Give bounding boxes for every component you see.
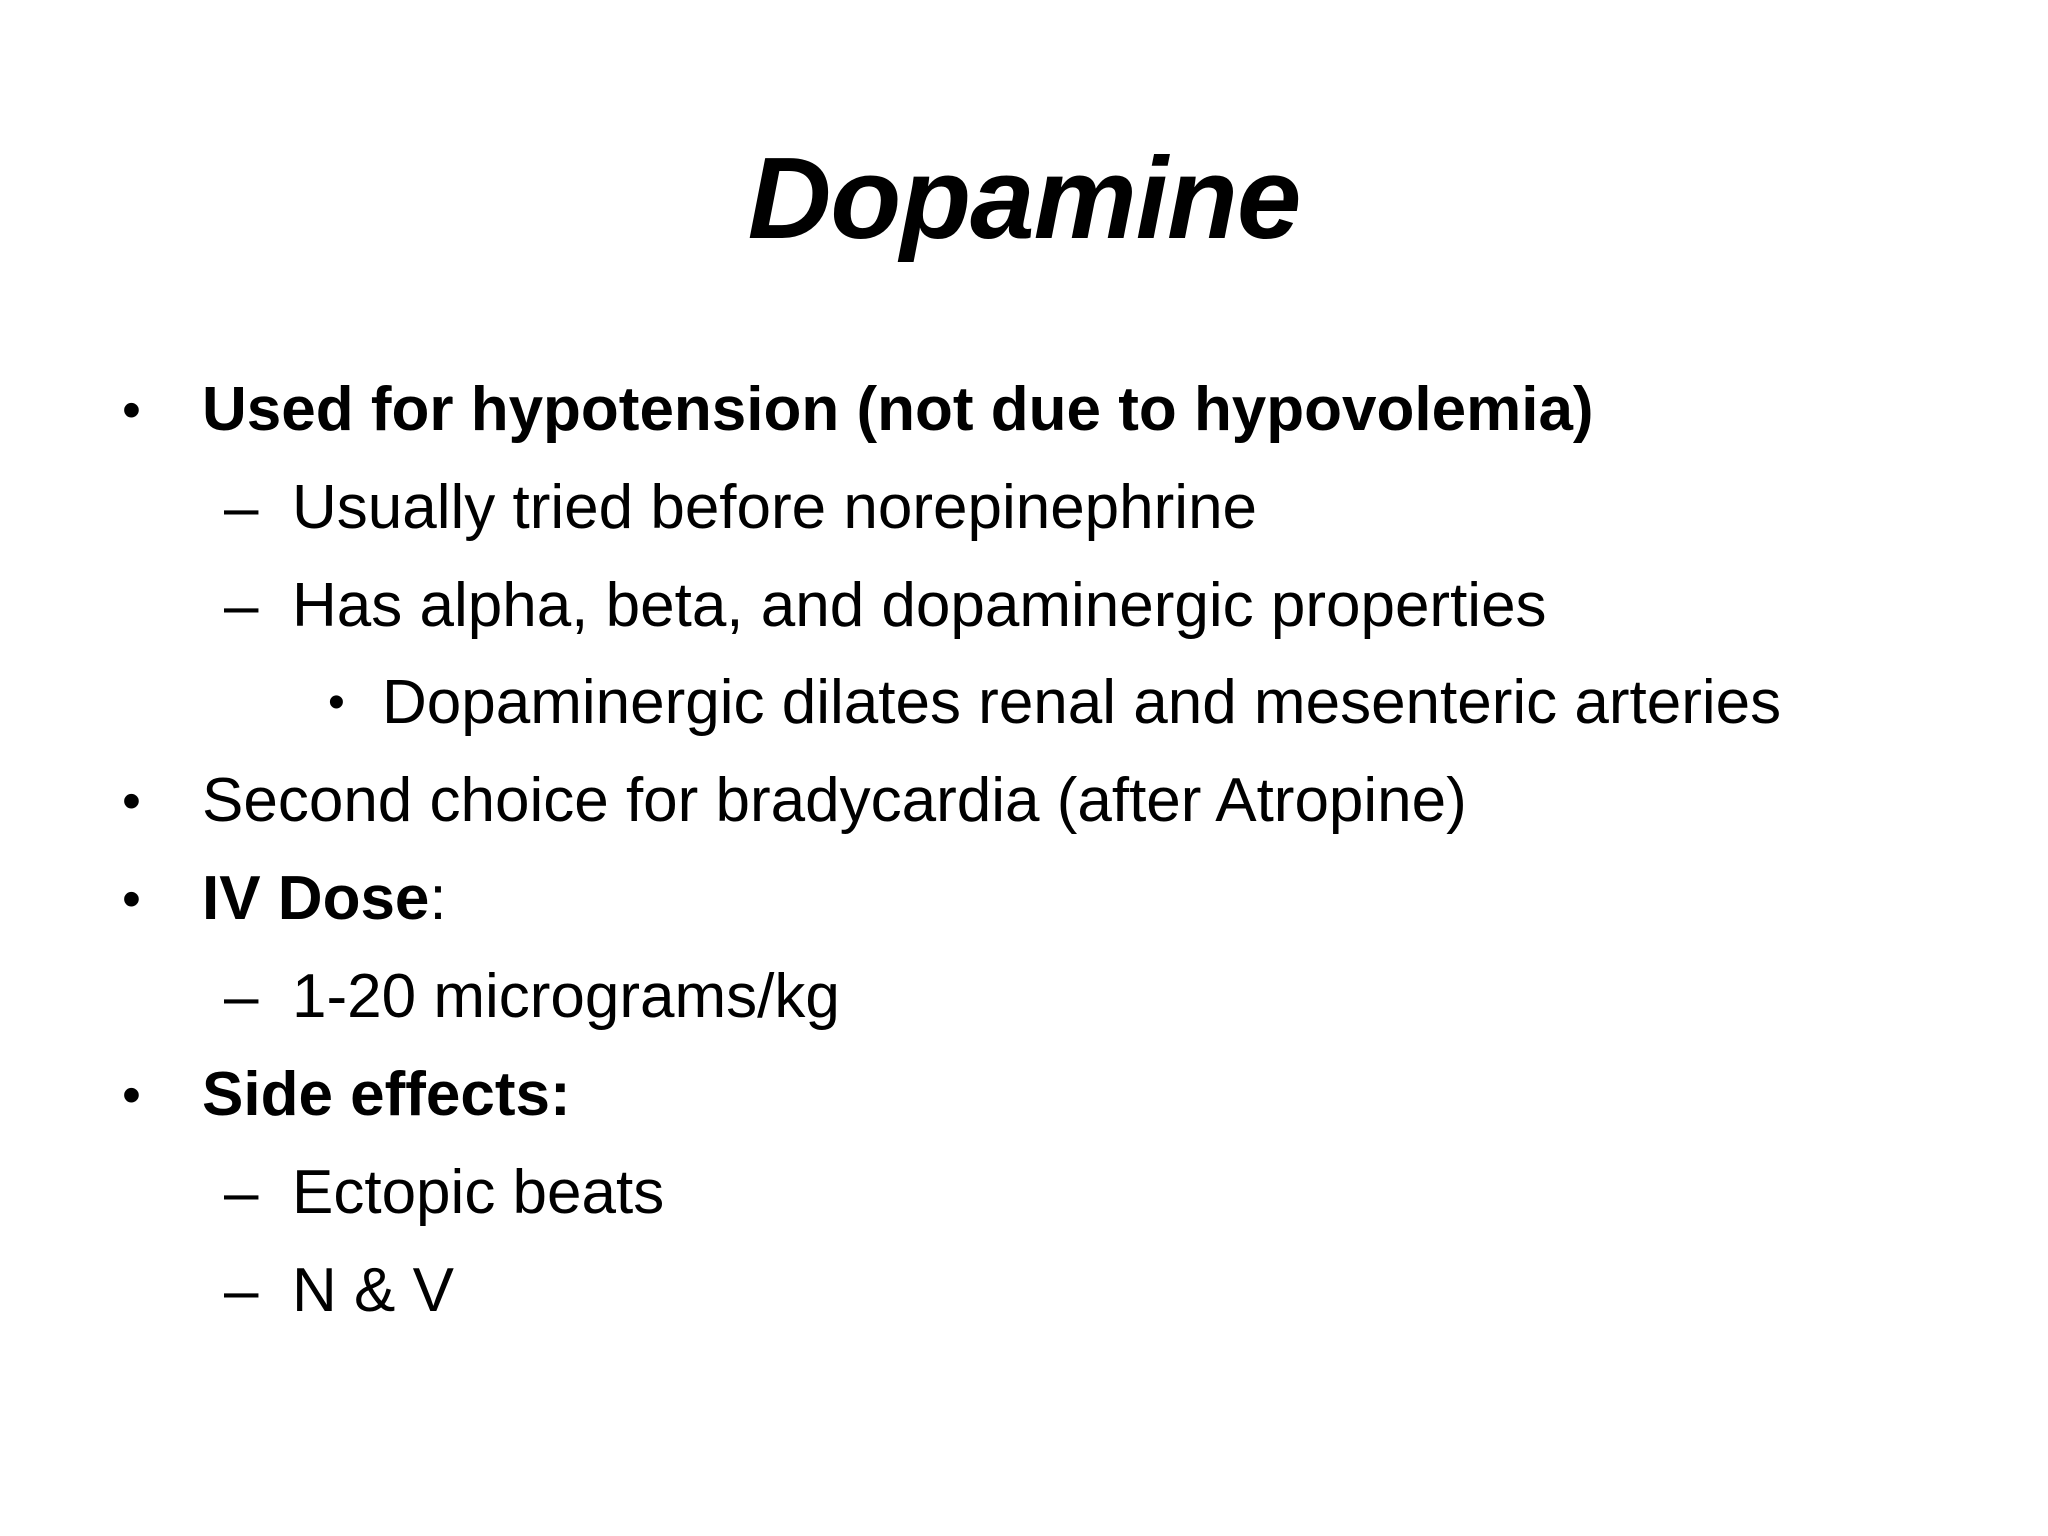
list-item-text: N & V xyxy=(292,1256,454,1325)
list-item-text: Side effects: xyxy=(202,1060,571,1129)
slide-title: Dopamine xyxy=(747,133,1301,263)
list-item-text: Second choice for bradycardia (after Atropine) xyxy=(202,766,1467,835)
bullet-icon: • xyxy=(122,1065,141,1125)
list-item xyxy=(0,362,2048,458)
bullet-icon: • xyxy=(122,771,141,831)
bullet-icon: • xyxy=(122,869,141,929)
list-item xyxy=(0,851,2048,947)
list-item-text: 1-20 micrograms/kg xyxy=(292,962,840,1031)
dash-icon: – xyxy=(224,1158,259,1227)
list-item xyxy=(0,753,2048,849)
bullet-icon: • xyxy=(122,380,141,440)
dash-icon: – xyxy=(224,473,259,542)
list-item xyxy=(0,1243,2048,1339)
list-item-text: Ectopic beats xyxy=(292,1158,665,1227)
dash-icon: – xyxy=(224,571,259,640)
list-item-text: Used for hypotension (not due to hypovolemia) xyxy=(202,375,1594,444)
list-item-suffix: : xyxy=(429,864,447,933)
list-item xyxy=(0,558,2048,654)
list-item-bold-text: IV Dose xyxy=(202,864,430,933)
list-item xyxy=(0,1047,2048,1143)
dash-icon: – xyxy=(224,962,259,1031)
list-item-text: Dopaminergic dilates renal and mesenteric arteries xyxy=(382,668,1782,737)
list-item-text: Has alpha, beta, and dopaminergic properties xyxy=(292,571,1547,640)
list-item-text: Usually tried before norepinephrine xyxy=(292,473,1258,542)
dash-icon: – xyxy=(224,1256,259,1325)
bullet-icon: • xyxy=(328,676,345,729)
list-item-text xyxy=(202,851,447,947)
list-item xyxy=(0,655,2048,751)
list-item xyxy=(0,949,2048,1045)
list-item xyxy=(0,460,2048,556)
list-item xyxy=(0,1145,2048,1241)
